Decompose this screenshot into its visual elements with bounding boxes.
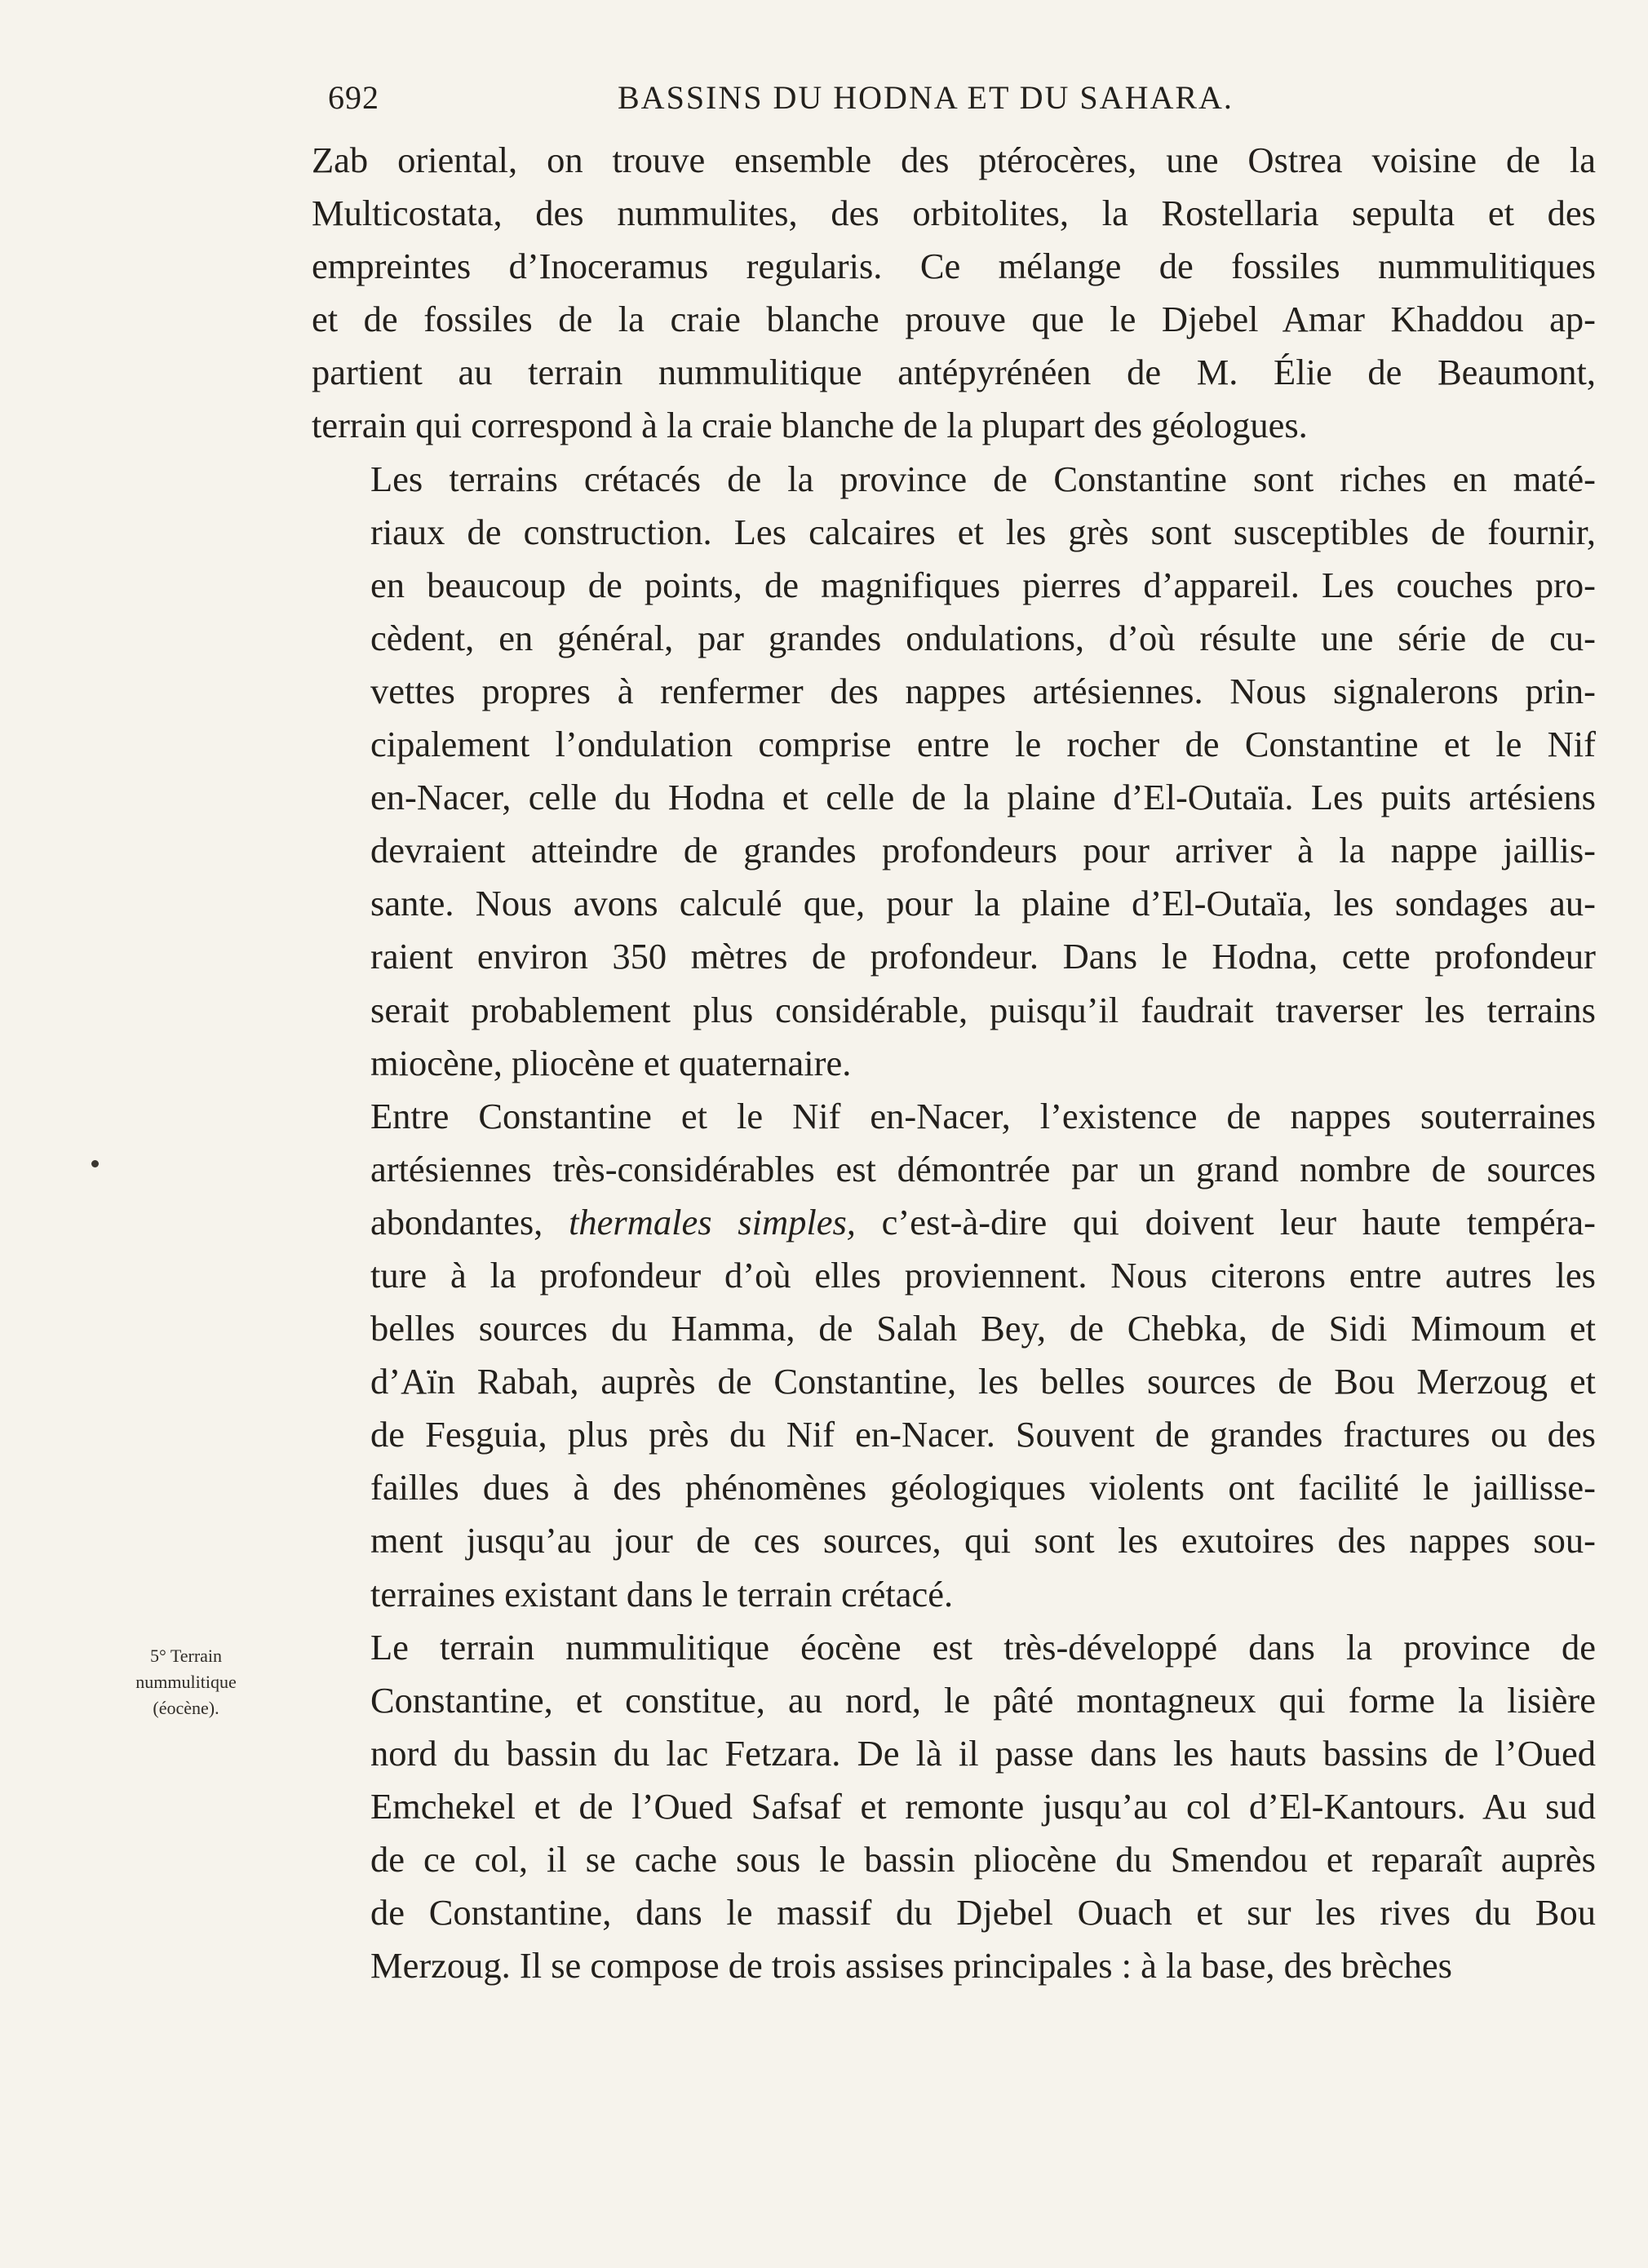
text-line: belles sources du Hamma, de Salah Bey, de Chebka, de Sidi Mimoum et	[370, 1308, 1596, 1349]
text-line: nord du bassin du lac Fetzara. De là il passe dans les hauts bassins de l’Oued	[370, 1732, 1596, 1774]
text-line: en beaucoup de points, de magnifiques pierres d’appareil. Les couches pro-	[370, 564, 1596, 605]
text-line: Emchekel et de l’Oued Safsaf et remonte jusqu’au col d’El-Kantours. Au sud	[370, 1785, 1596, 1827]
text-line: vettes propres à renfermer des nappes artésiennes. Nous signalerons prin-	[370, 670, 1596, 711]
margin-note	[104, 1643, 268, 1721]
text-line: de Constantine, dans le massif du Djebel Ouach et sur les rives du Bou	[370, 1892, 1596, 1934]
text-line: partient au terrain nummulitique antépyrénéen de M. Élie de Beaumont,	[312, 352, 1596, 393]
text-line: cipalement l’ondulation comprise entre le rocher de Constantine et le Nif	[370, 724, 1596, 765]
text-line: artésiennes très-considérables est démontrée par un grand nombre de sources	[370, 1148, 1596, 1189]
text-line: Le terrain nummulitique éocène est très-développé dans la province de	[370, 1626, 1596, 1668]
running-head	[312, 75, 1596, 121]
margin-dot-mark	[91, 1160, 99, 1167]
text-line: miocène, pliocène et quaternaire.	[370, 1042, 852, 1083]
body-text	[312, 134, 1596, 1992]
text-line: terrain qui correspond à la craie blanche de la plupart des géologues.	[312, 405, 1308, 446]
margin-note-line: nummulitique	[135, 1672, 237, 1692]
text-line: Constantine, et constitue, au nord, le pâté montagneux qui forme la lisière	[370, 1679, 1596, 1721]
italic-phrase: thermales simples,	[569, 1201, 856, 1243]
text-line: cèdent, en général, par grandes ondulations, d’où résulte une série de cu-	[370, 617, 1596, 658]
text-line: ment jusqu’au jour de ces sources, qui sont les exutoires des nappes sou-	[370, 1520, 1596, 1561]
margin-note-line: 5° Terrain	[149, 1646, 223, 1666]
text-line: Zab oriental, on trouve ensemble des ptérocères, une Ostrea voisine de la	[312, 140, 1596, 180]
text-line: Les terrains crétacés de la province de Constantine sont riches en maté-	[370, 458, 1596, 499]
text-line: raient environ 350 mètres de profondeur. Dans le Hodna, cette profondeur	[370, 936, 1596, 977]
paragraph	[312, 1621, 1596, 1993]
running-title: BASSINS DU HODNA ET DU SAHARA.	[618, 79, 1234, 116]
text-line: Entre Constantine et le Nif en-Nacer, l’existence de nappes souterraines	[370, 1095, 1596, 1136]
paragraph	[312, 453, 1596, 1090]
text-line: sante. Nous avons calculé que, pour la plaine d’El-Outaïa, les sondages au-	[370, 883, 1596, 924]
text-line: en-Nacer, celle du Hodna et celle de la plaine d’El-Outaïa. Les puits artésiens	[370, 777, 1596, 818]
text-line: et de fossiles de la craie blanche prouve que le Djebel Amar Khaddou ap-	[312, 299, 1596, 340]
text-line: failles dues à des phénomènes géologiques violents ont facilité le jaillisse-	[370, 1467, 1596, 1508]
margin-note-line: (éocène).	[153, 1698, 219, 1718]
text-line: empreintes d’Inoceramus regularis. Ce mélange de fossiles nummulitiques	[312, 246, 1596, 287]
text-line: serait probablement plus considérable, puisqu’il faudrait traverser les terrains	[370, 989, 1596, 1030]
text-line: de Fesguia, plus près du Nif en-Nacer. Souvent de grandes fractures ou des	[370, 1414, 1596, 1455]
paragraph	[312, 1090, 1596, 1621]
page-number: 692	[328, 79, 379, 116]
text-line: de ce col, il se cache sous le bassin pliocène du Smendou et reparaît auprès	[370, 1839, 1596, 1880]
text-line: abondantes, thermales simples, c’est-à-dire qui doivent leur haute tempéra-	[370, 1201, 1596, 1243]
text-line: d’Aïn Rabah, auprès de Constantine, les belles sources de Bou Merzoug et	[370, 1361, 1596, 1402]
text-line: devraient atteindre de grandes profondeurs pour arriver à la nappe jaillis-	[370, 830, 1596, 871]
text-line: Merzoug. Il se compose de trois assises principales : à la base, des brèches	[370, 1945, 1452, 1987]
text-line: terraines existant dans le terrain crétacé.	[370, 1573, 954, 1615]
text-line: ture à la profondeur d’où elles proviennent. Nous citerons entre autres les	[370, 1254, 1596, 1296]
text-line: Multicostata, des nummulites, des orbitolites, la Rostellaria sepulta et des	[312, 193, 1596, 234]
text-line: riaux de construction. Les calcaires et les grès sont susceptibles de fournir,	[370, 511, 1596, 552]
paragraph	[312, 134, 1596, 453]
